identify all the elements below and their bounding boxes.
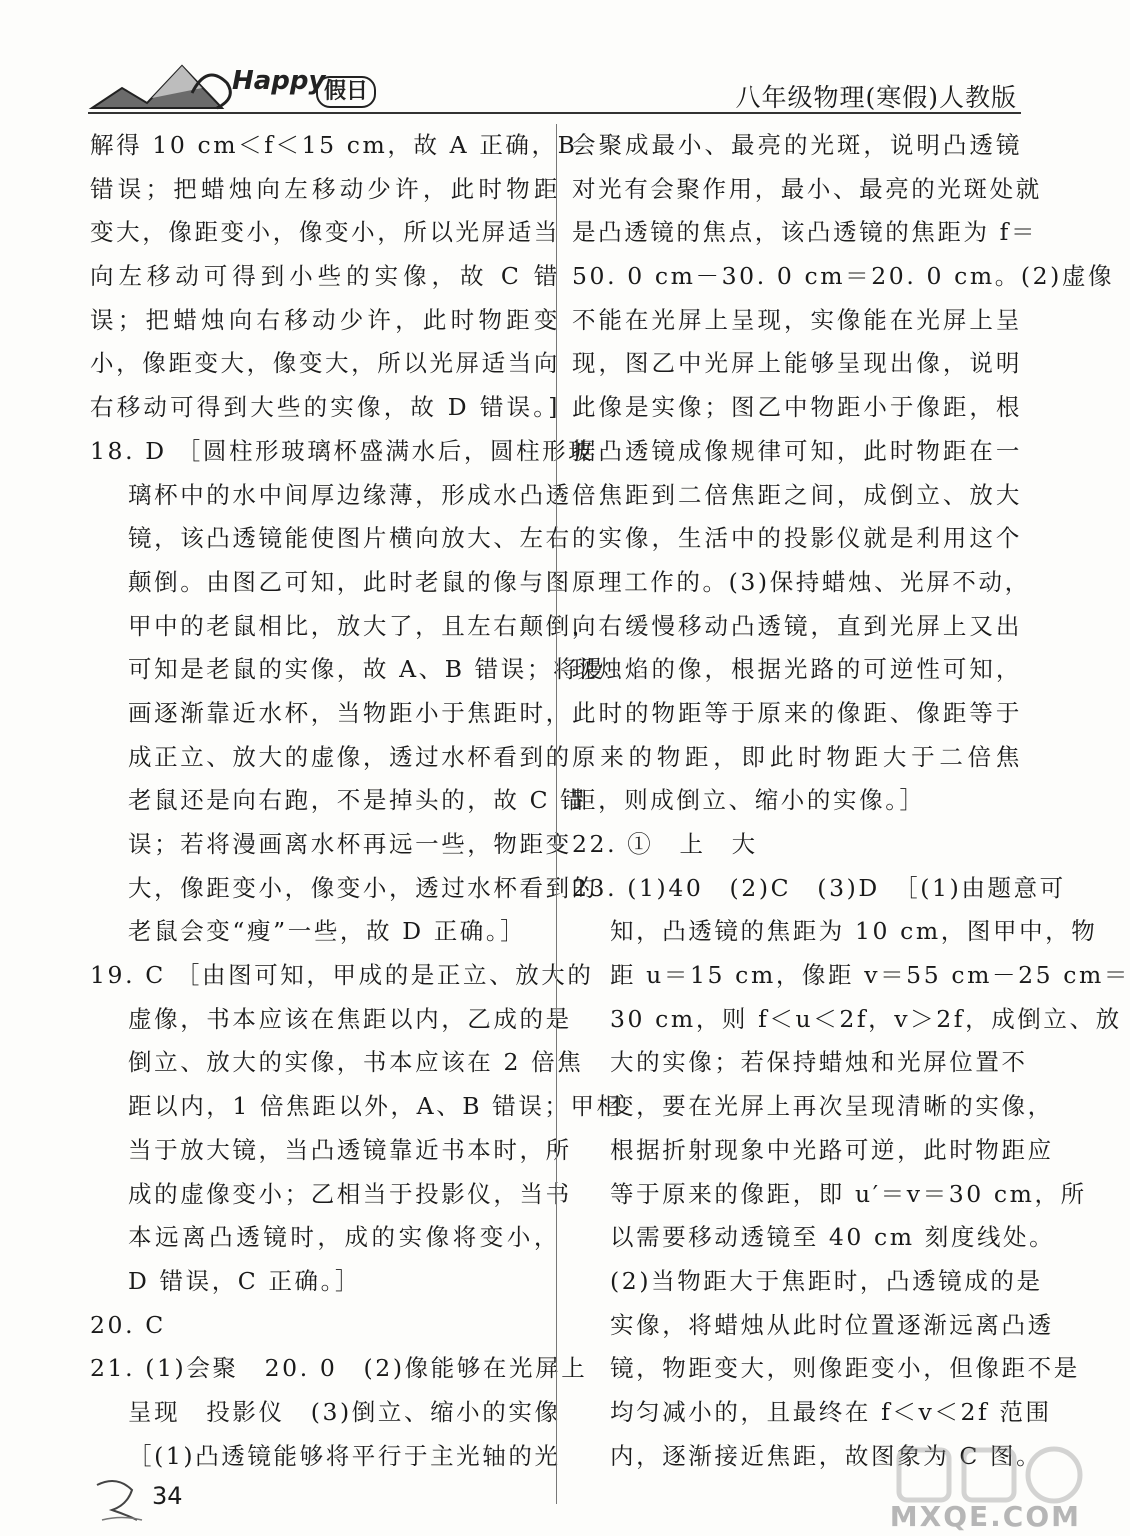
text-line: 距，则成倒立、缩小的实像。］ <box>572 786 926 815</box>
text-line: 老鼠还是向右跑，不是掉头的，故 C 错 <box>128 786 587 815</box>
page-number: 34 <box>152 1482 183 1510</box>
question-21: 21. (1)会聚 20. 0 (2)像能够在光屏上 <box>90 1354 588 1383</box>
question-23: 23. (1)40 (2)C (3)D ［(1)由题意可 <box>572 873 1066 902</box>
text-line: 误；把蜡烛向右移动少许，此时物距变 <box>90 305 560 334</box>
text-line: 30 cm，则 f＜u＜2f，v＞2f，成倒立、放 <box>610 1004 1122 1033</box>
text-line: (2)当物距大于焦距时，凸透镜成的是 <box>610 1266 1043 1295</box>
question-18: 18. D ［圆柱形玻璃杯盛满水后，圆柱形玻 <box>90 436 595 465</box>
text-line: 会聚成最小、最亮的光斑，说明凸透镜 <box>572 131 1022 159</box>
text-line: 变大，像距变小，像变小，所以光屏适当 <box>90 218 560 247</box>
text-line: 虚像，书本应该在焦距以内，乙成的是 <box>128 1004 572 1033</box>
text-line: 是凸透镜的焦点，该凸透镜的焦距为 f＝ <box>572 218 1038 247</box>
text-line: 解得 10 cm＜f＜15 cm，故 A 正确，B <box>90 131 578 159</box>
text-line: 内，逐渐接近焦距，故图象为 C 图。 <box>610 1441 1043 1470</box>
text-line: 距以内，1 倍焦距以外，A、B 错误；甲相 <box>128 1092 623 1121</box>
text-line: 实像，将蜡烛从此时位置逐渐远离凸透 <box>610 1310 1054 1339</box>
text-line: 可知是老鼠的实像，故 A、B 错误；将漫 <box>128 655 606 684</box>
text-line: 甲中的老鼠相比，放大了，且左右颠倒， <box>128 611 598 640</box>
text-line: 小，像距变大，像变大，所以光屏适当向 <box>90 349 560 378</box>
text-line: 大的实像；若保持蜡烛和光屏位置不 <box>610 1048 1028 1077</box>
text-line: 老鼠会变“瘦”一些，故 D 正确。］ <box>128 917 527 946</box>
text-line: 璃杯中的水中间厚边缘薄，形成水凸透 <box>128 480 572 509</box>
text-line: 大，像距变小，像变小，透过水杯看到的 <box>128 873 598 902</box>
text-line: 原来的物距，即此时物距大于二倍焦 <box>572 742 1022 771</box>
text-line: 据凸透镜成像规律可知，此时物距在一 <box>572 436 1022 465</box>
text-line: 成的虚像变小；乙相当于投影仪，当书 <box>128 1179 572 1208</box>
question-22: 22. ① 上 大 <box>572 830 758 858</box>
text-line: 等于原来的像距，即 u′＝v＝30 cm，所 <box>610 1179 1087 1208</box>
text-line: 现烛焰的像，根据光路的可逆性可知， <box>572 655 1022 684</box>
question-20: 20. C <box>90 1310 166 1339</box>
text-line: 对光有会聚作用，最小、最亮的光斑处就 <box>572 174 1042 203</box>
watermark-text: MXQE.COM <box>889 1500 1081 1533</box>
footer-ornament-icon <box>92 1470 292 1530</box>
text-line: ［(1)凸透镜能够将平行于主光轴的光 <box>128 1441 561 1470</box>
text-line: 均匀减小的，且最终在 f＜v＜2f 范围 <box>610 1397 1052 1426</box>
text-line: 知，凸透镜的焦距为 10 cm，图甲中，物 <box>610 917 1098 946</box>
text-line: 镜，物距变大，则像距变小，但像距不是 <box>610 1354 1080 1383</box>
text-line: 以需要移动透镜至 40 cm 刻度线处。 <box>610 1223 1056 1252</box>
text-line: 颠倒。由图乙可知，此时老鼠的像与图 <box>128 567 572 596</box>
text-line: 根据折射现象中光路可逆，此时物距应 <box>610 1135 1054 1164</box>
text-line: 原理工作的。(3)保持蜡烛、光屏不动， <box>572 567 1031 596</box>
text-line: 错误；把蜡烛向左移动少许，此时物距 <box>90 174 560 203</box>
text-line: 此时的物距等于原来的像距、像距等于 <box>572 698 1022 727</box>
text-line: 当于放大镜，当凸透镜靠近书本时，所 <box>128 1135 572 1164</box>
header-rule <box>88 112 1021 114</box>
text-line: 倍焦距到二倍焦距之间，成倒立、放大 <box>572 480 1022 509</box>
text-line: 倒立、放大的实像，书本应该在 2 倍焦 <box>128 1048 584 1077</box>
question-19: 19. C ［由图可知，甲成的是正立、放大的 <box>90 961 594 990</box>
text-line: D 错误，C 正确。］ <box>128 1266 362 1295</box>
text-line: 50. 0 cm－30. 0 cm＝20. 0 cm。(2)虚像 <box>572 262 1115 291</box>
text-line: 变，要在光屏上再次呈现清晰的实像， <box>610 1092 1054 1121</box>
text-line: 成正立、放大的虚像，透过水杯看到的 <box>128 742 572 771</box>
logo-text: Happy <box>232 66 326 96</box>
text-line: 现，图乙中光屏上能够呈现出像，说明 <box>572 349 1022 378</box>
text-line: 本远离凸透镜时，成的实像将变小， <box>128 1223 560 1252</box>
text-line: 距 u＝15 cm，像距 v＝55 cm－25 cm＝ <box>610 961 1130 990</box>
column-divider <box>556 124 557 1504</box>
text-line: 此像是实像；图乙中物距小于像距，根 <box>572 393 1022 422</box>
text-line: 镜，该凸透镜能使图片横向放大、左右 <box>128 524 572 553</box>
left-column <box>90 124 623 1478</box>
right-column <box>572 124 1130 1478</box>
text-line: 呈现 投影仪 (3)倒立、缩小的实像 <box>128 1397 561 1426</box>
text-line: 向右缓慢移动凸透镜，直到光屏上又出 <box>572 611 1022 640</box>
text-line: 向左移动可得到小些的实像，故 C 错 <box>90 262 560 291</box>
text-line: 画逐渐靠近水杯，当物距小于焦距时， <box>128 698 572 727</box>
page-header <box>0 0 1109 120</box>
text-line: 不能在光屏上呈现，实像能在光屏上呈 <box>572 305 1022 334</box>
text-line: 误；若将漫画离水杯再远一些，物距变 <box>128 830 572 858</box>
logo-tag: 假日 <box>316 76 376 108</box>
text-line: 右移动可得到大些的实像，故 D 错误。] <box>90 393 560 422</box>
book-title: 八年级物理(寒假)人教版 <box>735 83 1017 112</box>
text-line: 的实像，生活中的投影仪就是利用这个 <box>572 524 1022 553</box>
